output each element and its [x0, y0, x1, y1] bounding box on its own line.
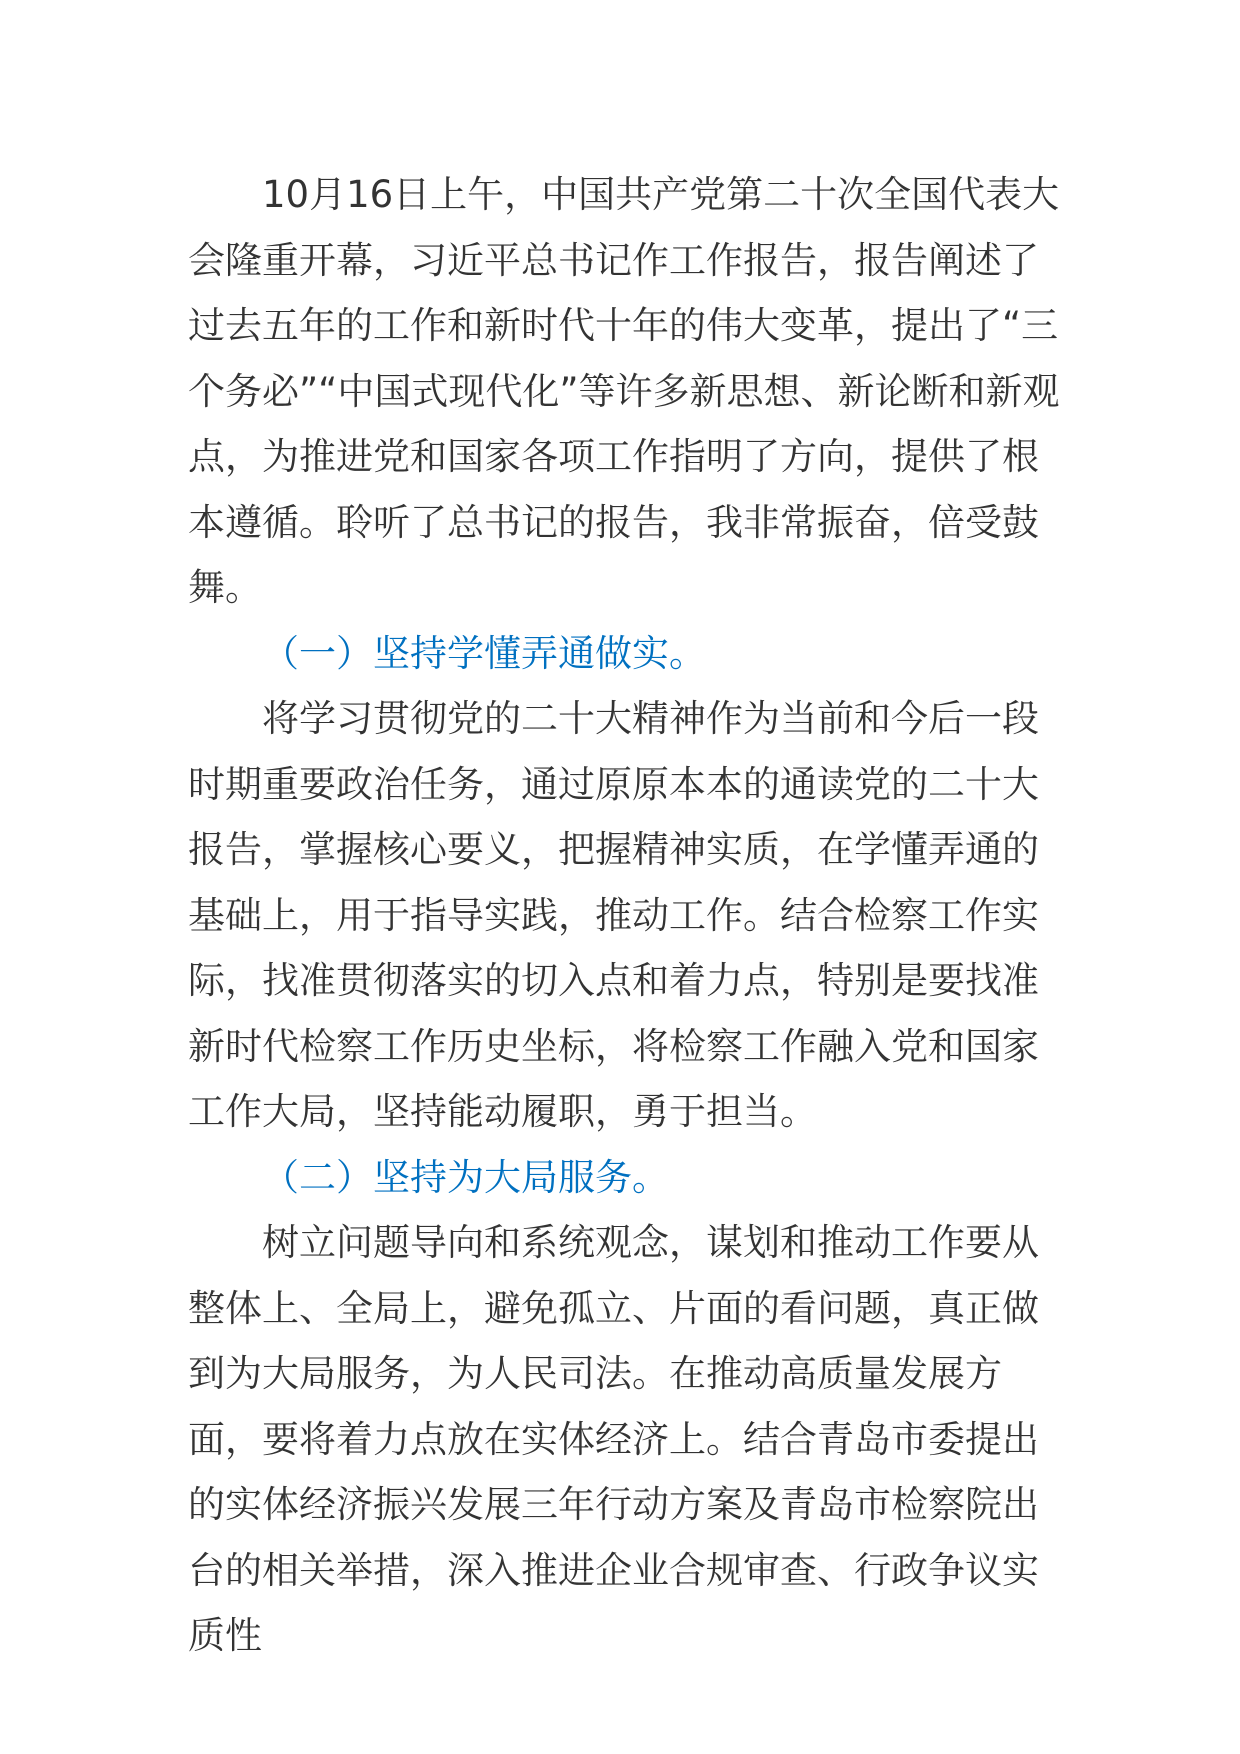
intro-paragraph: 10月16日上午，中国共产党第二十次全国代表大会隆重开幕，习近平总书记作工作报告，报告阐述了过去五年的工作和新时代十年的伟大变革，提出了“三个务必”“中国式现代化”等许多新思想、新论断和新观点，为推进党和国家各项工作指明了方向，提供了根本遵循。聆听了总书记的报告，我非常振奋，倍受鼓舞。	[188, 173, 1060, 609]
section-paragraph-2: 树立问题导向和系统观念，谋划和推动工作要从整体上、全局上，避免孤立、片面的看问题，真正做到为大局服务，为人民司法。在推动高质量发展方面，要将着力点放在实体经济上。结合青岛市委提出的实体经济振兴发展三年行动方案及青岛市检察院出台的相关举措，深入推进企业合规审查、行政争议实质性	[188, 1221, 1039, 1657]
section-heading-1: （一）坚持学懂弄通做实。	[262, 631, 706, 675]
section-paragraph-1: 将学习贯彻党的二十大精神作为当前和今后一段时期重要政治任务，通过原原本本的通读党的二十大报告，掌握核心要义，把握精神实质，在学懂弄通的基础上，用于指导实践，推动工作。结合检察工作实际，找准贯彻落实的切入点和着力点，特别是要找准新时代检察工作历史坐标，将检察工作融入党和国家工作大局，坚持能动履职，勇于担当。	[188, 697, 1039, 1133]
section-heading-2: （二）坚持为大局服务。	[262, 1155, 669, 1199]
document-page	[188, 162, 1068, 1669]
